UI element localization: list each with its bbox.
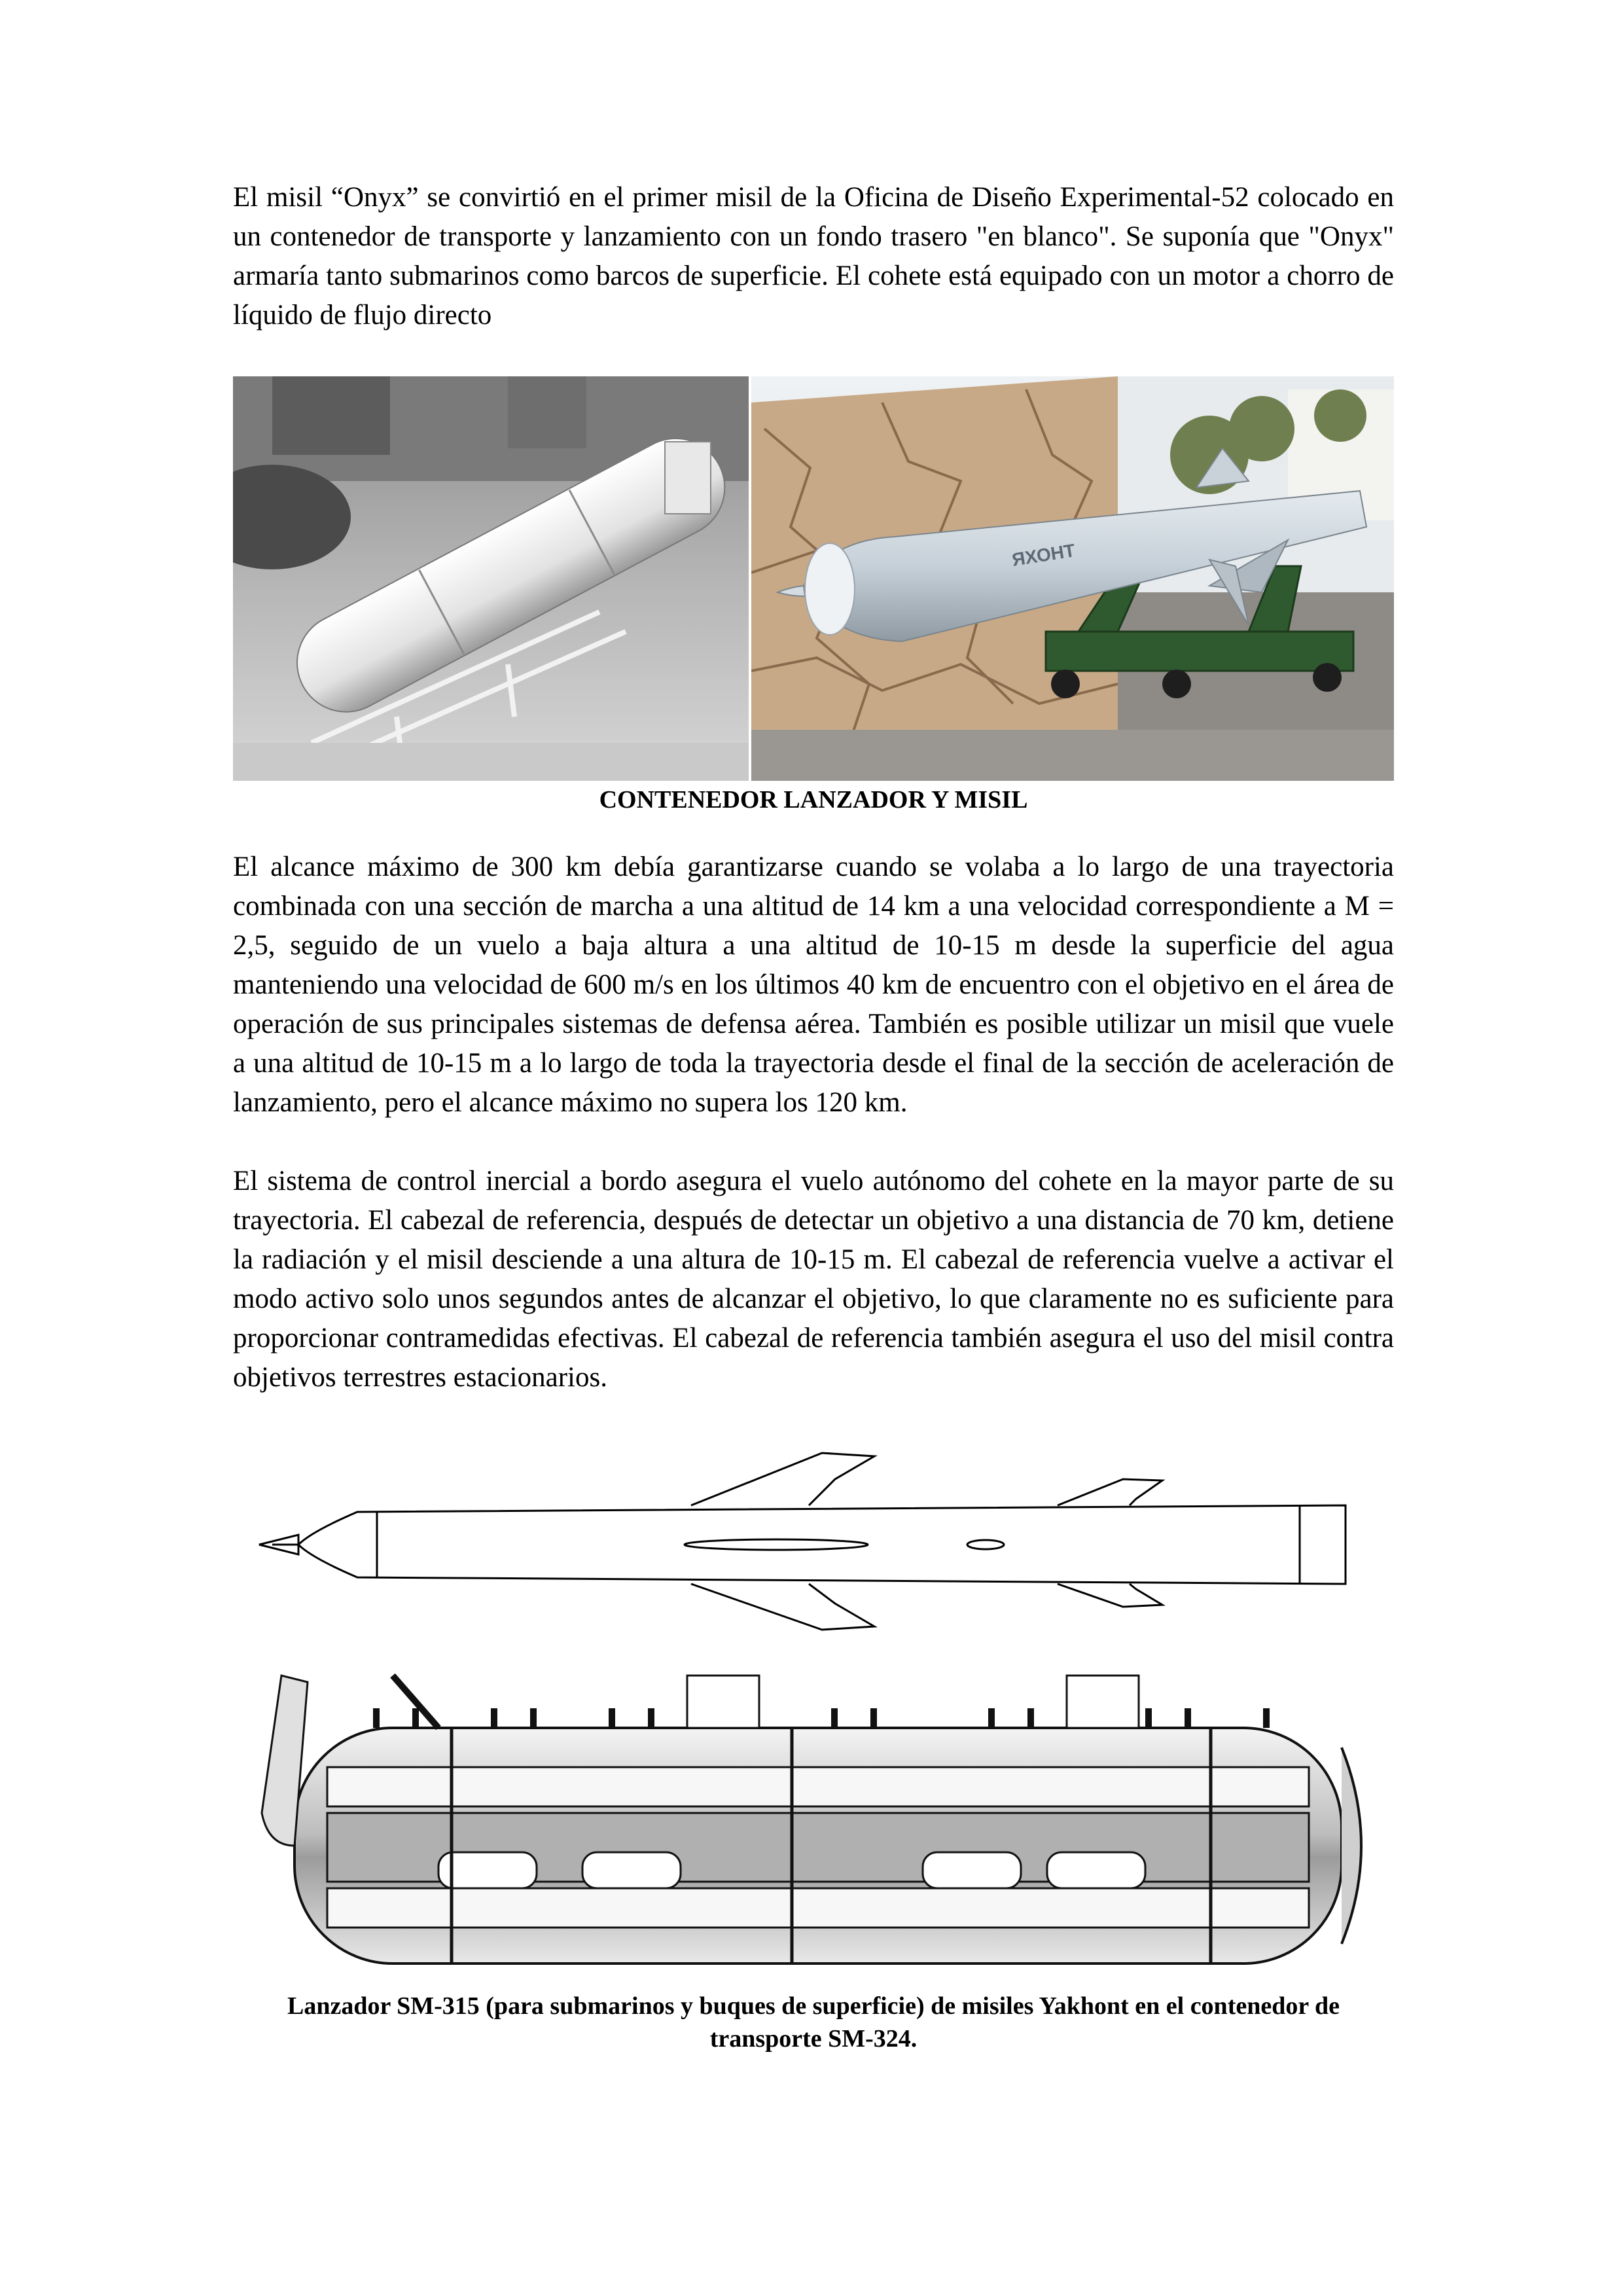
drawing-caption: [233, 1990, 1394, 2055]
photo-caption: CONTENEDOR LANZADOR Y MISIL: [599, 786, 1028, 814]
launcher-container-drawing: [242, 1662, 1394, 1986]
intro-paragraph: El misil “Onyx” se convirtió en el primer misil de la Oficina de Diseño Experimental-52 colocado en un contenedor de transporte y lanzamiento con un fondo trasero "en blanco". Se suponía que "Onyx" armaría tanto submarinos como barcos de superficie. El cohete está equipado con un motor a chorro de líquido de flujo directo: [233, 182, 1394, 331]
container-photo: [233, 376, 749, 781]
drawing-caption-line2: transporte SM-324.: [709, 2025, 918, 2053]
missile-line-drawing: [233, 1440, 1394, 1636]
drawing-caption-line1: Lanzador SM-315 (para submarinos y buques de superficie) de misiles Yakhont en el contenedor de: [287, 1992, 1340, 2020]
missile-label: ЯХОНТ: [1010, 540, 1077, 570]
range-paragraph: El alcance máximo de 300 km debía garantizarse cuando se volaba a lo largo de una trayectoria combinada con una sección de marcha a una altitud de 14 km a una velocidad correspondiente a M = 2,5, seguido de un vuelo a baja altura a una altitud de 10-15 m desde la superficie del agua manteniendo una velocidad de 600 m/s en los últimos 40 km de encuentro con el objetivo en el área de operación de sus principales sistemas de defensa aérea. También es posible utilizar un misil que vuele a una altitud de 10-15 m a lo largo de toda la trayectoria desde el final de la sección de aceleración de lanzamiento, pero el alcance máximo no supera los 120 km.: [233, 852, 1394, 1118]
missile-photo: [751, 376, 1394, 781]
control-paragraph: El sistema de control inercial a bordo asegura el vuelo autónomo del cohete en la mayor parte de su trayectoria. El cabezal de referencia, después de detectar un objetivo a una distancia de 70 km, detiene la radiación y el misil desciende a una altura de 10-15 m. El cabezal de referencia vuelve a activar el modo activo solo unos segundos antes de alcanzar el objetivo, lo que claramente no es suficiente para proporcionar contramedidas efectivas. El cabezal de referencia también asegura el uso del misil contra objetivos terrestres estacionarios.: [233, 1166, 1394, 1393]
